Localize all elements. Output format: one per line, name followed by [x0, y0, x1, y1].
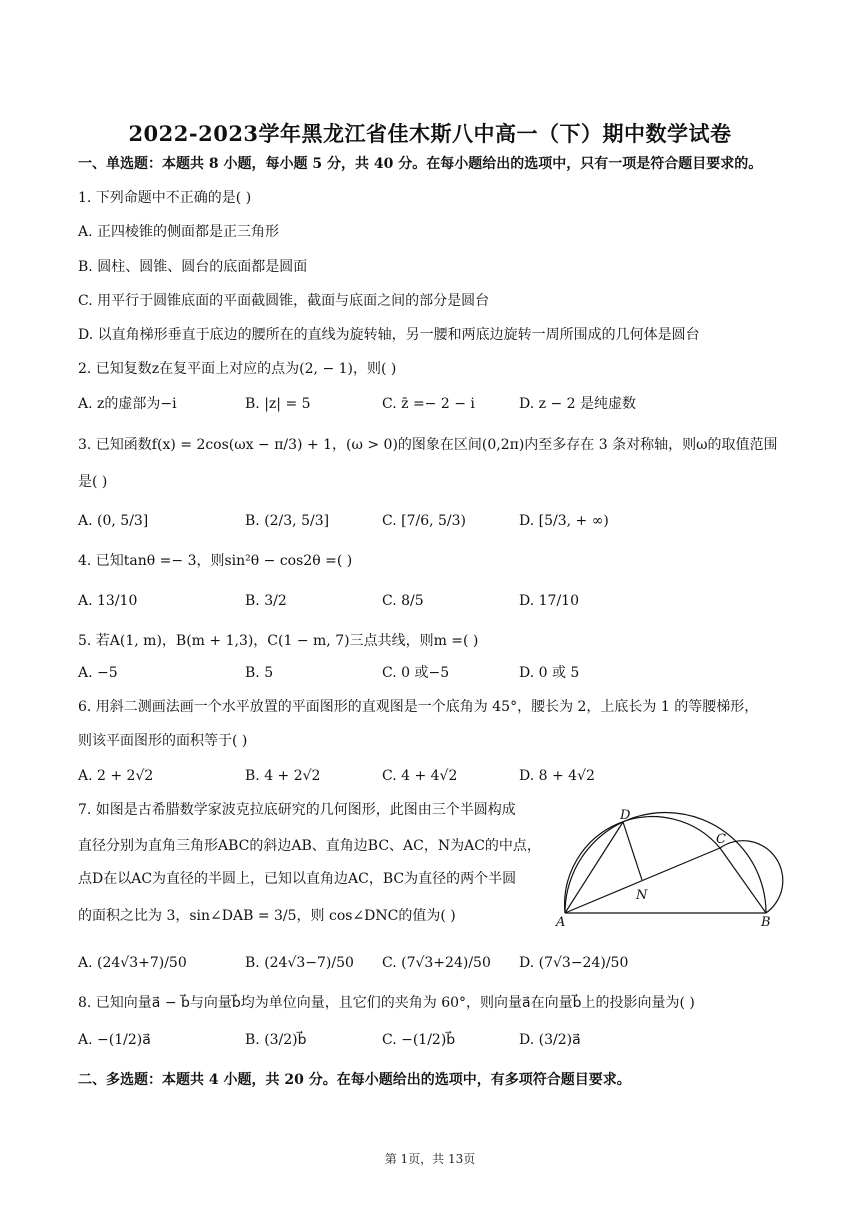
q7-stem-line3: 点D在以AC为直径的半圆上，已知以直角边AC，BC为直径的两个半圆: [78, 871, 517, 887]
q1-option-a: A. 正四棱锥的侧面都是正三角形: [78, 224, 280, 240]
q7-option-a: A. (24√3+7)/50: [78, 955, 187, 971]
q7-geometry-figure: [548, 800, 788, 930]
q7-option-c: C. (7√3+24)/50: [382, 955, 491, 971]
q2-option-b: B. |z| = 5: [245, 396, 311, 412]
q4-option-b: B. 3/2: [245, 593, 287, 609]
q4-option-a: A. 13/10: [78, 593, 138, 609]
segment-ad: [565, 822, 623, 913]
page-footer: 第 1页，共 13页: [384, 1152, 476, 1166]
q5-option-b: B. 5: [245, 665, 274, 681]
q8-option-a: A. −(1/2)a⃗: [78, 1032, 151, 1048]
q8-option-c: C. −(1/2)b⃗: [382, 1032, 456, 1048]
segment-ac: [565, 848, 720, 913]
q5-option-d: D. 0 或 5: [519, 665, 580, 681]
q6-stem-continued: 则该平面图形的面积等于( ): [78, 733, 248, 749]
section-single-choice-heading: 一、单选题：本题共 8 小题，每小题 5 分，共 40 分。在每小题给出的选项中，只有一项是符合题目要求的。: [78, 156, 763, 172]
q1-option-d: D. 以直角梯形垂直于底边的腰所在的直线为旋转轴，另一腰和两底边旋转一周所围成的几何体是圆台: [78, 327, 700, 343]
q5-option-a: A. −5: [78, 665, 118, 681]
q3-option-c: C. [7/6, 5/3): [382, 513, 466, 529]
q1-stem: 1. 下列命题中不正确的是( ): [78, 190, 252, 206]
q7-stem-line4: 的面积之比为 3，sin∠DAB = 3/5，则 cos∠DNC的值为( ): [78, 908, 456, 924]
q1-option-c: C. 用平行于圆锥底面的平面截圆锥，截面与底面之间的部分是圆台: [78, 293, 490, 309]
q6-option-b: B. 4 + 2√2: [245, 768, 321, 784]
segment-cb: [720, 848, 766, 913]
label-n: N: [636, 888, 648, 903]
semicircle-ab: [565, 813, 766, 914]
q6-option-a: A. 2 + 2√2: [78, 768, 154, 784]
q5-option-c: C. 0 或−5: [382, 665, 450, 681]
label-b: B: [761, 915, 771, 930]
q8-option-d: D. (3/2)a⃗: [519, 1032, 581, 1048]
q6-stem: 6. 用斜二测画法画一个水平放置的平面图形的直观图是一个底角为 45°，腰长为 2，上底长为 1 的等腰梯形，: [78, 699, 759, 715]
q7-option-d: D. (7√3−24)/50: [519, 955, 629, 971]
q3-option-a: A. (0, 5/3]: [78, 513, 149, 529]
q3-stem: 3. 已知函数f(x) = 2cos(ωx − π/3) + 1，(ω > 0)的图象在区间(0,2π)内至多存在 3 条对称轴，则ω的取值范围: [78, 437, 778, 453]
q4-stem: 4. 已知tanθ =− 3，则sin²θ − cos2θ =( ): [78, 553, 353, 569]
q1-option-b: B. 圆柱、圆锥、圆台的底面都是圆面: [78, 259, 308, 275]
label-c: C: [716, 832, 726, 847]
q7-option-b: B. (24√3−7)/50: [245, 955, 354, 971]
q8-option-b: B. (3/2)b⃗: [245, 1032, 307, 1048]
q8-stem: 8. 已知向量a⃗ − b⃗与向量b⃗均为单位向量，且它们的夹角为 60°，则向量a⃗在向量b⃗上的投影向量为( ): [78, 995, 695, 1011]
q3-stem-continued: 是( ): [78, 474, 108, 490]
segment-dn: [623, 822, 642, 880]
q7-stem-line2: 直径分别为直角三角形ABC的斜边AB、直角边BC、AC，N为AC的中点，: [78, 838, 541, 854]
q2-option-c: C. z̄ =− 2 − i: [382, 396, 475, 412]
q4-option-c: C. 8/5: [382, 593, 424, 609]
q6-option-c: C. 4 + 4√2: [382, 768, 458, 784]
q7-stem-line1: 7. 如图是古希腊数学家波克拉底研究的几何图形，此图由三个半圆构成: [78, 802, 516, 818]
q2-option-a: A. z的虚部为−i: [78, 396, 177, 412]
q4-option-d: D. 17/10: [519, 593, 579, 609]
section-multiple-choice-heading: 二、多选题：本题共 4 小题，共 20 分。在每小题给出的选项中，有多项符合题目要求。: [78, 1072, 631, 1088]
label-d: D: [620, 808, 631, 823]
q2-stem: 2. 已知复数z在复平面上对应的点为(2, − 1)，则( ): [78, 361, 397, 377]
page-title: 2022-2023学年黑龙江省佳木斯八中高一（下）期中数学试卷: [128, 121, 732, 146]
q5-stem: 5. 若A(1, m)，B(m + 1,3)，C(1 − m, 7)三点共线，则m =( ): [78, 633, 479, 649]
semicircle-bc: [720, 841, 783, 913]
q3-option-d: D. [5/3, + ∞): [519, 513, 609, 529]
q6-option-d: D. 8 + 4√2: [519, 768, 595, 784]
q3-option-b: B. (2/3, 5/3]: [245, 513, 330, 529]
label-a: A: [556, 915, 566, 930]
q2-option-d: D. z − 2 是纯虚数: [519, 396, 636, 412]
